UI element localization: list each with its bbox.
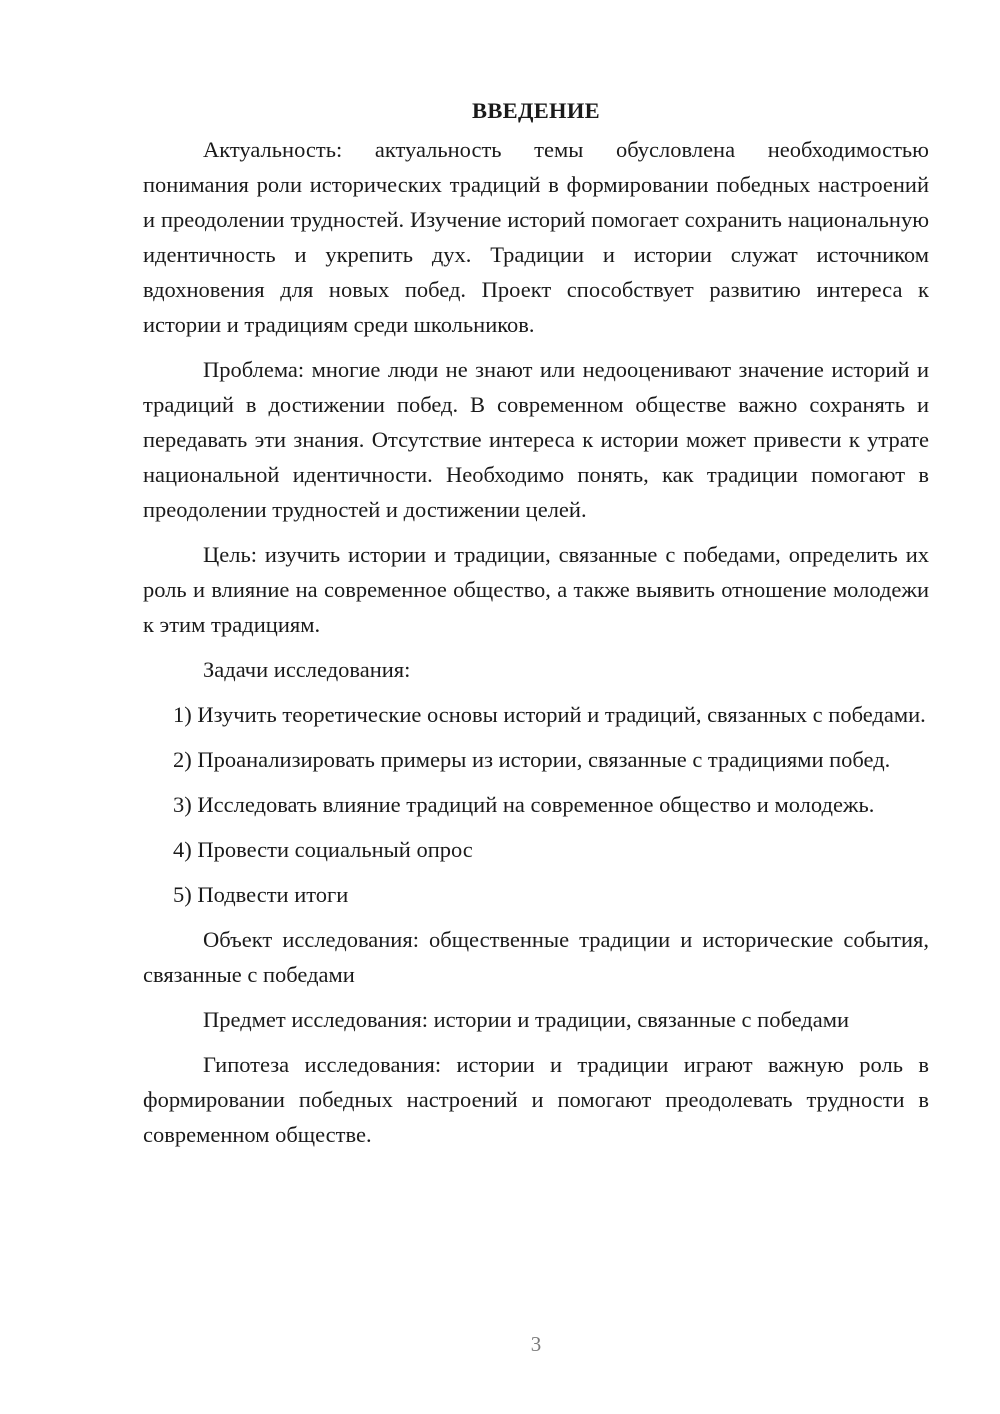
section-heading: ВВЕДЕНИЕ [472, 98, 600, 123]
relevance-paragraph: Актуальность: актуальность темы обусловлена необходимостью понимания роли исторических традиций в формировании победных настроений и преодолении трудностей. Изучение историй помогает сохранить национальную идентичность и укрепить дух. Традиции и истории служат источником вдохновения для новых побед. Проект способствует развитию интереса к истории и традициям среди школьников. [143, 137, 929, 337]
problem-paragraph: Проблема: многие люди не знают или недооценивают значение историй и традиций в достижении побед. В современном обществе важно сохранять и передавать эти знания. Отсутствие интереса к истории может привести к утрате национальной идентичности. Необходимо понять, как традиции помогают в преодолении трудностей и достижении целей. [143, 357, 929, 522]
task-item-2: 2) Проанализировать примеры из истории, связанные с традициями побед. [173, 747, 891, 772]
research-hypothesis-paragraph: Гипотеза исследования: истории и традиции играют важную роль в формировании победных настроений и помогают преодолевать трудности в современном обществе. [143, 1052, 929, 1147]
task-item-1: 1) Изучить теоретические основы историй и традиций, связанных с победами. [173, 702, 926, 727]
task-item-5: 5) Подвести итоги [173, 882, 349, 907]
tasks-heading: Задачи исследования: [203, 657, 411, 682]
research-subject-paragraph: Предмет исследования: истории и традиции, связанные с победами [203, 1007, 850, 1032]
document-body [143, 96, 929, 1162]
goal-paragraph: Цель: изучить истории и традиции, связанные с победами, определить их роль и влияние на современное общество, а также выявить отношение молодежи к этим традициям. [143, 542, 929, 637]
page-number: 3 [530, 1332, 542, 1356]
task-item-4: 4) Провести социальный опрос [173, 837, 473, 862]
research-object-paragraph: Объект исследования: общественные традиции и исторические события, связанные с победами [143, 927, 929, 987]
task-item-3: 3) Исследовать влияние традиций на современное общество и молодежь. [173, 792, 875, 817]
